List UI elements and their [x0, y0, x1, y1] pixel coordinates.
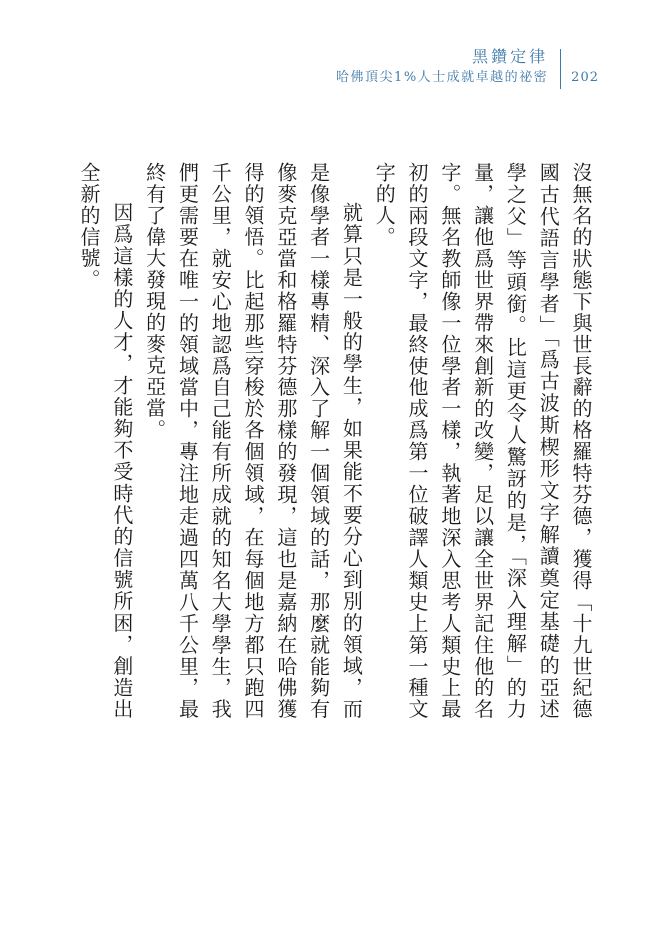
body-text	[72, 162, 597, 720]
paragraph-2: 就算只是一般的學生，如果能不要分心到別的領域，而是像學者一樣專精、深入了解一個領域的話，那麼就能夠有像麥克亞當和格羅特芬德那樣的發現，這也是嘉納在哈佛獲得的領悟。比起那些穿梭於各個領域，在每個地方都只跑四千公里，就安心地認爲自己能有所成就的知名大學學生，我們更需要在唯一的領域當中，專注地走過四萬八千公里，最終有了偉大發現的麥克亞當。	[142, 162, 364, 720]
header-divider	[560, 49, 561, 89]
page-header	[336, 47, 599, 91]
paragraph-1: 沒無名的狀態下與世長辭的格羅特芬德，獲得「十九世紀德國古代語言學者」「爲古波斯楔形文字解讀奠定基礎的亞述學之父」等頭銜。比這更令人驚訝的是，「深入理解」的力量，讓他爲世界帶來創新的改變，足以讓全世界記住他的名字。無名教師像一位學者一樣，執著地深入思考人類史上最初的兩段文字，最終使他成爲第一位破譯人類史上第一種文字的人。	[372, 162, 593, 720]
page-number: 202	[571, 70, 599, 85]
book-title: 黑鑽定律	[472, 47, 549, 66]
book-subtitle: 哈佛頂尖1%人士成就卓越的祕密	[336, 70, 549, 85]
header-titles	[336, 47, 548, 87]
paragraph-3: 因爲這樣的人才，才能夠不受時代的信號所困，創造出全新的信號。	[77, 162, 134, 720]
